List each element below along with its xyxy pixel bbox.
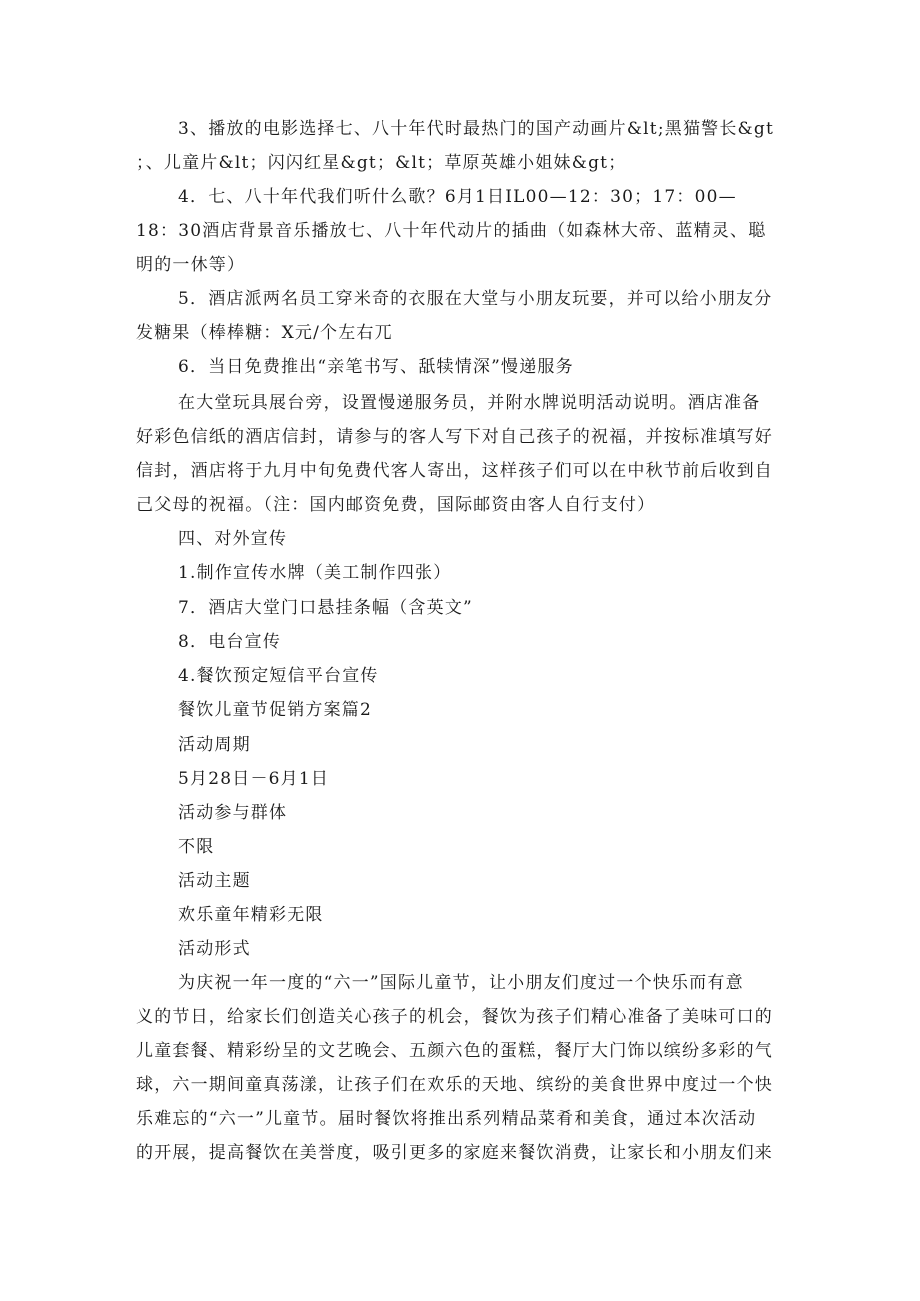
text-line: 发糖果（棒棒糖：X元/个左右兀 bbox=[136, 323, 393, 343]
text-line: 4．七、八十年代我们听什么歌？6月1日IL00—12：30；17：00— bbox=[178, 187, 737, 207]
text-line: 己父母的祝福。（注：国内邮资免费，国际邮资由客人自行支付） bbox=[136, 495, 656, 515]
text-line: 不限 bbox=[178, 837, 215, 857]
text-line: 球，六一期间童真荡漾，让孩子们在欢乐的天地、缤纷的美食世界中度过一个快 bbox=[136, 1075, 773, 1095]
section-heading: 活动周期 bbox=[178, 735, 251, 755]
text-line: 信封，酒店将于九月中旬免费代客人寄出，这样孩子们可以在中秋节前后收到自 bbox=[136, 461, 773, 481]
text-line: 3、播放的电影选择七、八十年代时最热门的国产动画片&lt;黑猫警长&gt bbox=[178, 119, 774, 139]
text-line: 儿童套餐、精彩纷呈的文艺晚会、五颜六色的蛋糕，餐厅大门饰以缤纷多彩的气 bbox=[136, 1041, 773, 1061]
text-line: 明的一休等） bbox=[136, 255, 246, 275]
text-line: ；、儿童片&lt；闪闪红星&gt；&lt；草原英雄小姐妹&gt； bbox=[136, 153, 627, 173]
text-line: 4.餐饮预定短信平台宣传 bbox=[178, 666, 379, 686]
text-line: 6．当日免费推出“亲笔书写、舐犊情深”慢递服务 bbox=[178, 357, 574, 377]
text-line: 义的节日，给家长们创造关心孩子的机会，餐饮为孩子们精心准备了美味可口的 bbox=[136, 1007, 773, 1027]
text-line: 5．酒店派两名员工穿米奇的衣服在大堂与小朋友玩要，并可以给小朋友分 bbox=[178, 289, 773, 309]
text-line: 乐难忘的“六一”儿童节。届时餐饮将推出系列精品菜肴和美食，通过本次活动 bbox=[136, 1109, 757, 1129]
text-line: 为庆祝一年一度的“六一”国际儿童节，让小朋友们度过一个快乐而有意 bbox=[178, 973, 744, 993]
section-heading: 餐饮儿童节促销方案篇2 bbox=[178, 700, 373, 720]
text-line: 欢乐童年精彩无限 bbox=[178, 905, 324, 925]
text-line: 好彩色信纸的酒店信封，请参与的客人写下对自己孩子的祝福，并按标准填写好 bbox=[136, 427, 773, 447]
section-heading: 活动主题 bbox=[178, 871, 251, 891]
text-line: 8．电台宣传 bbox=[178, 632, 282, 652]
text-line: 5月28日－6月1日 bbox=[178, 769, 330, 789]
section-heading: 活动形式 bbox=[178, 939, 251, 959]
text-line: 在大堂玩具展台旁，设置慢递服务员，并附水牌说明活动说明。酒店准备 bbox=[178, 393, 761, 413]
text-line: 18：30酒店背景音乐播放七、八十年代动片的插曲（如森林大帝、蓝精灵、聪 bbox=[136, 221, 767, 241]
text-line: 1.制作宣传水牌（美工制作四张） bbox=[178, 563, 452, 583]
text-line: 的开展，提高餐饮在美誉度，吸引更多的家庭来餐饮消费，让家长和小朋友们来 bbox=[136, 1143, 773, 1163]
text-line: 7．酒店大堂门口悬挂条幅（含英文” bbox=[178, 598, 473, 618]
section-heading: 活动参与群体 bbox=[178, 803, 288, 823]
section-heading: 四、对外宣传 bbox=[178, 529, 288, 549]
